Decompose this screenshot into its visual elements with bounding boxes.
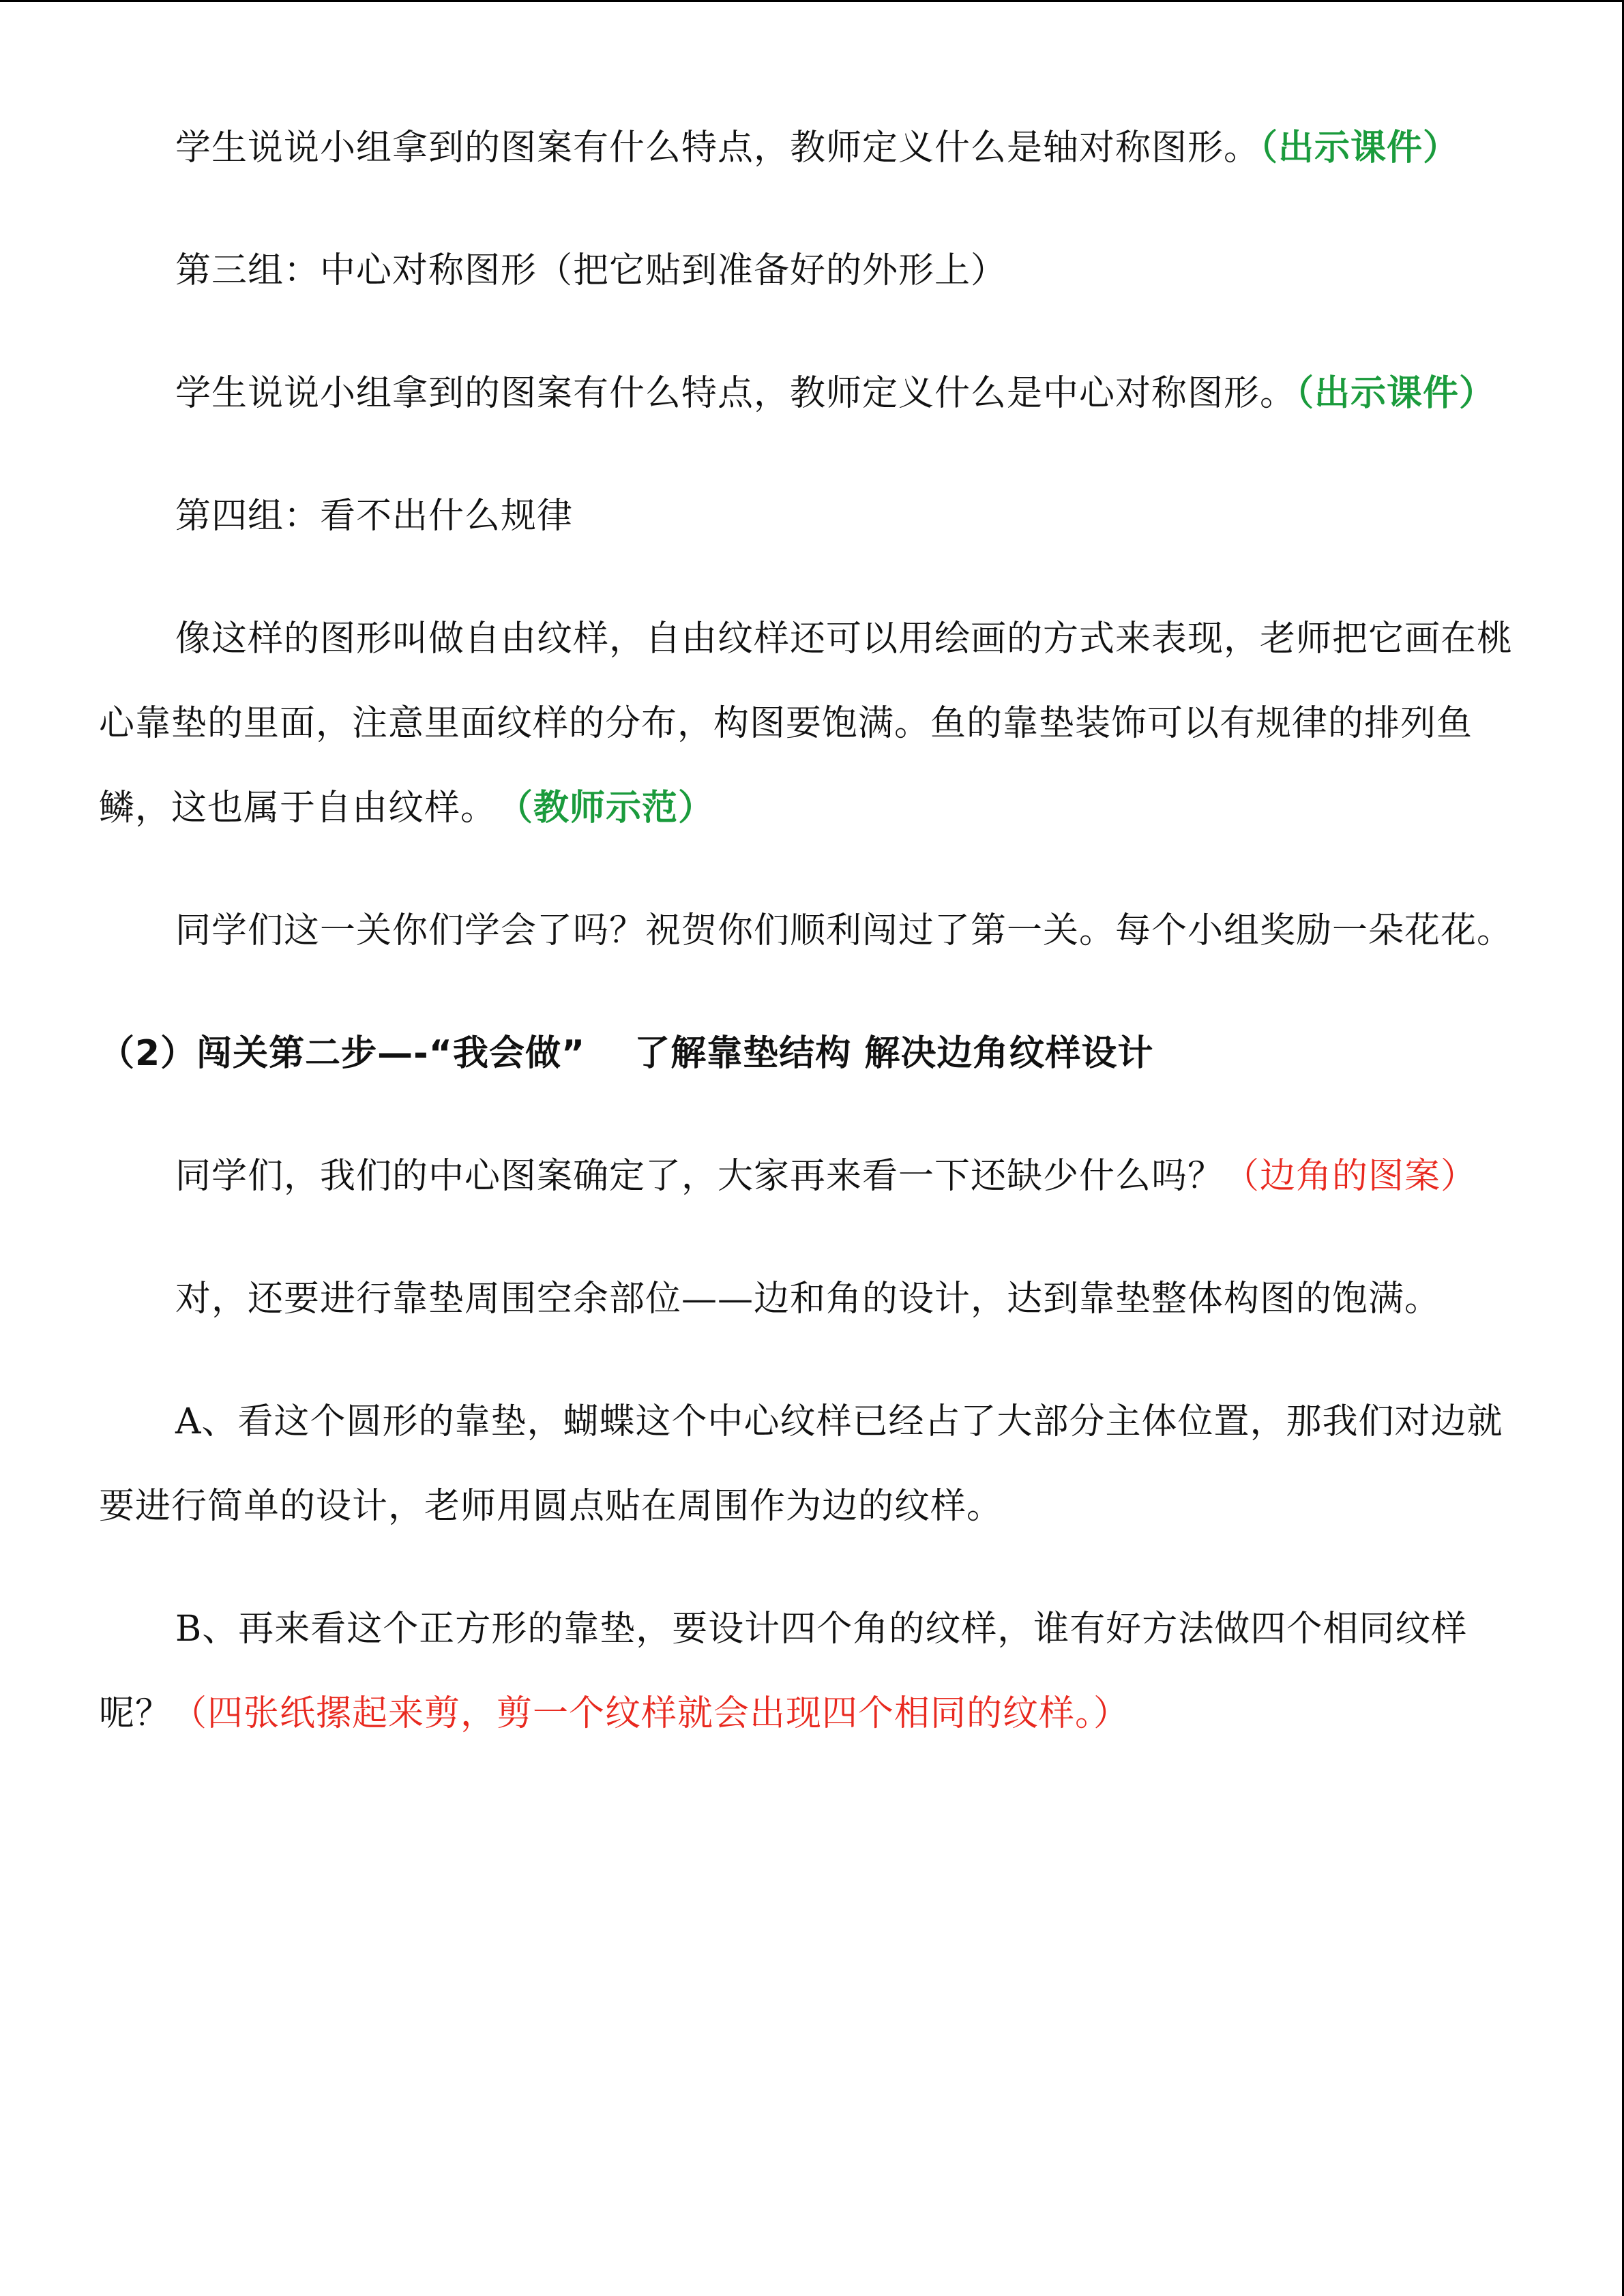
paragraph-text: 同学们这一关你们学会了吗？祝贺你们顺利闯过了第一关。每个小组奖励一朵花花。 [175,910,1514,951]
courseware-note: （出示课件） [1296,373,1496,414]
section-heading: （2）闯关第二步—-“我会做” 了解靠垫结构 解决边角纹样设计 [99,1033,1154,1074]
paragraph-group-three [99,228,1524,313]
teacher-demo-note: （教师示范） [515,788,715,829]
paragraph-text: 像这样的图形叫做自由纹样，自由纹样还可以用绘画的方式来表现，老师把它画在桃心靠垫的里面，注意里面纹样的分布，构图要饱满。鱼的靠垫装饰可以有规律的排列鱼鳞，这也属于自由纹样。 [99,618,1514,829]
paragraph-square-cushion [99,1587,1524,1756]
paragraph-text: 同学们，我们的中心图案确定了，大家再来看一下还缺少什么吗？ [175,1156,1224,1197]
paragraph-text: 对，还要进行靠垫周围空余部位——边和角的设计，达到靠垫整体构图的饱满。 [175,1279,1441,1320]
courseware-note: （出示课件） [1260,128,1460,168]
paragraph-group-four [99,474,1524,558]
paragraph-central-symmetry [99,351,1524,436]
answer-note: （四张纸摞起来剪，剪一个纹样就会出现四个相同的纹样。） [171,1693,1130,1734]
paragraph-text: 学生说说小组拿到的图案有什么特点，教师定义什么是中心对称图形。 [175,373,1297,414]
paragraph-round-cushion [99,1380,1524,1549]
paragraph-axis-symmetry [99,106,1524,190]
paragraph-text: B、再来看这个正方形的靠垫，要设计四个角的纹样，谁有好方法做四个相同纹样呢？ [99,1609,1468,1734]
paragraph-edge-corner-design [99,1257,1524,1341]
paragraph-text: 第三组：中心对称图形（把它贴到准备好的外形上） [175,250,1007,291]
answer-note: （边角的图案） [1224,1156,1477,1197]
document-body [99,106,1524,1756]
paragraph-missing-part [99,1134,1524,1219]
paragraph-text: A、看这个圆形的靠垫，蝴蝶这个中心纹样已经占了大部分主体位置，那我们对边就要进行简单的设计，老师用圆点贴在周围作为边的纹样。 [99,1401,1503,1527]
paragraph-text: 第四组：看不出什么规律 [175,496,574,537]
paragraph-free-pattern [99,597,1524,850]
paragraph-text: 学生说说小组拿到的图案有什么特点，教师定义什么是轴对称图形。 [175,128,1260,168]
paragraph-first-level-done [99,889,1524,973]
